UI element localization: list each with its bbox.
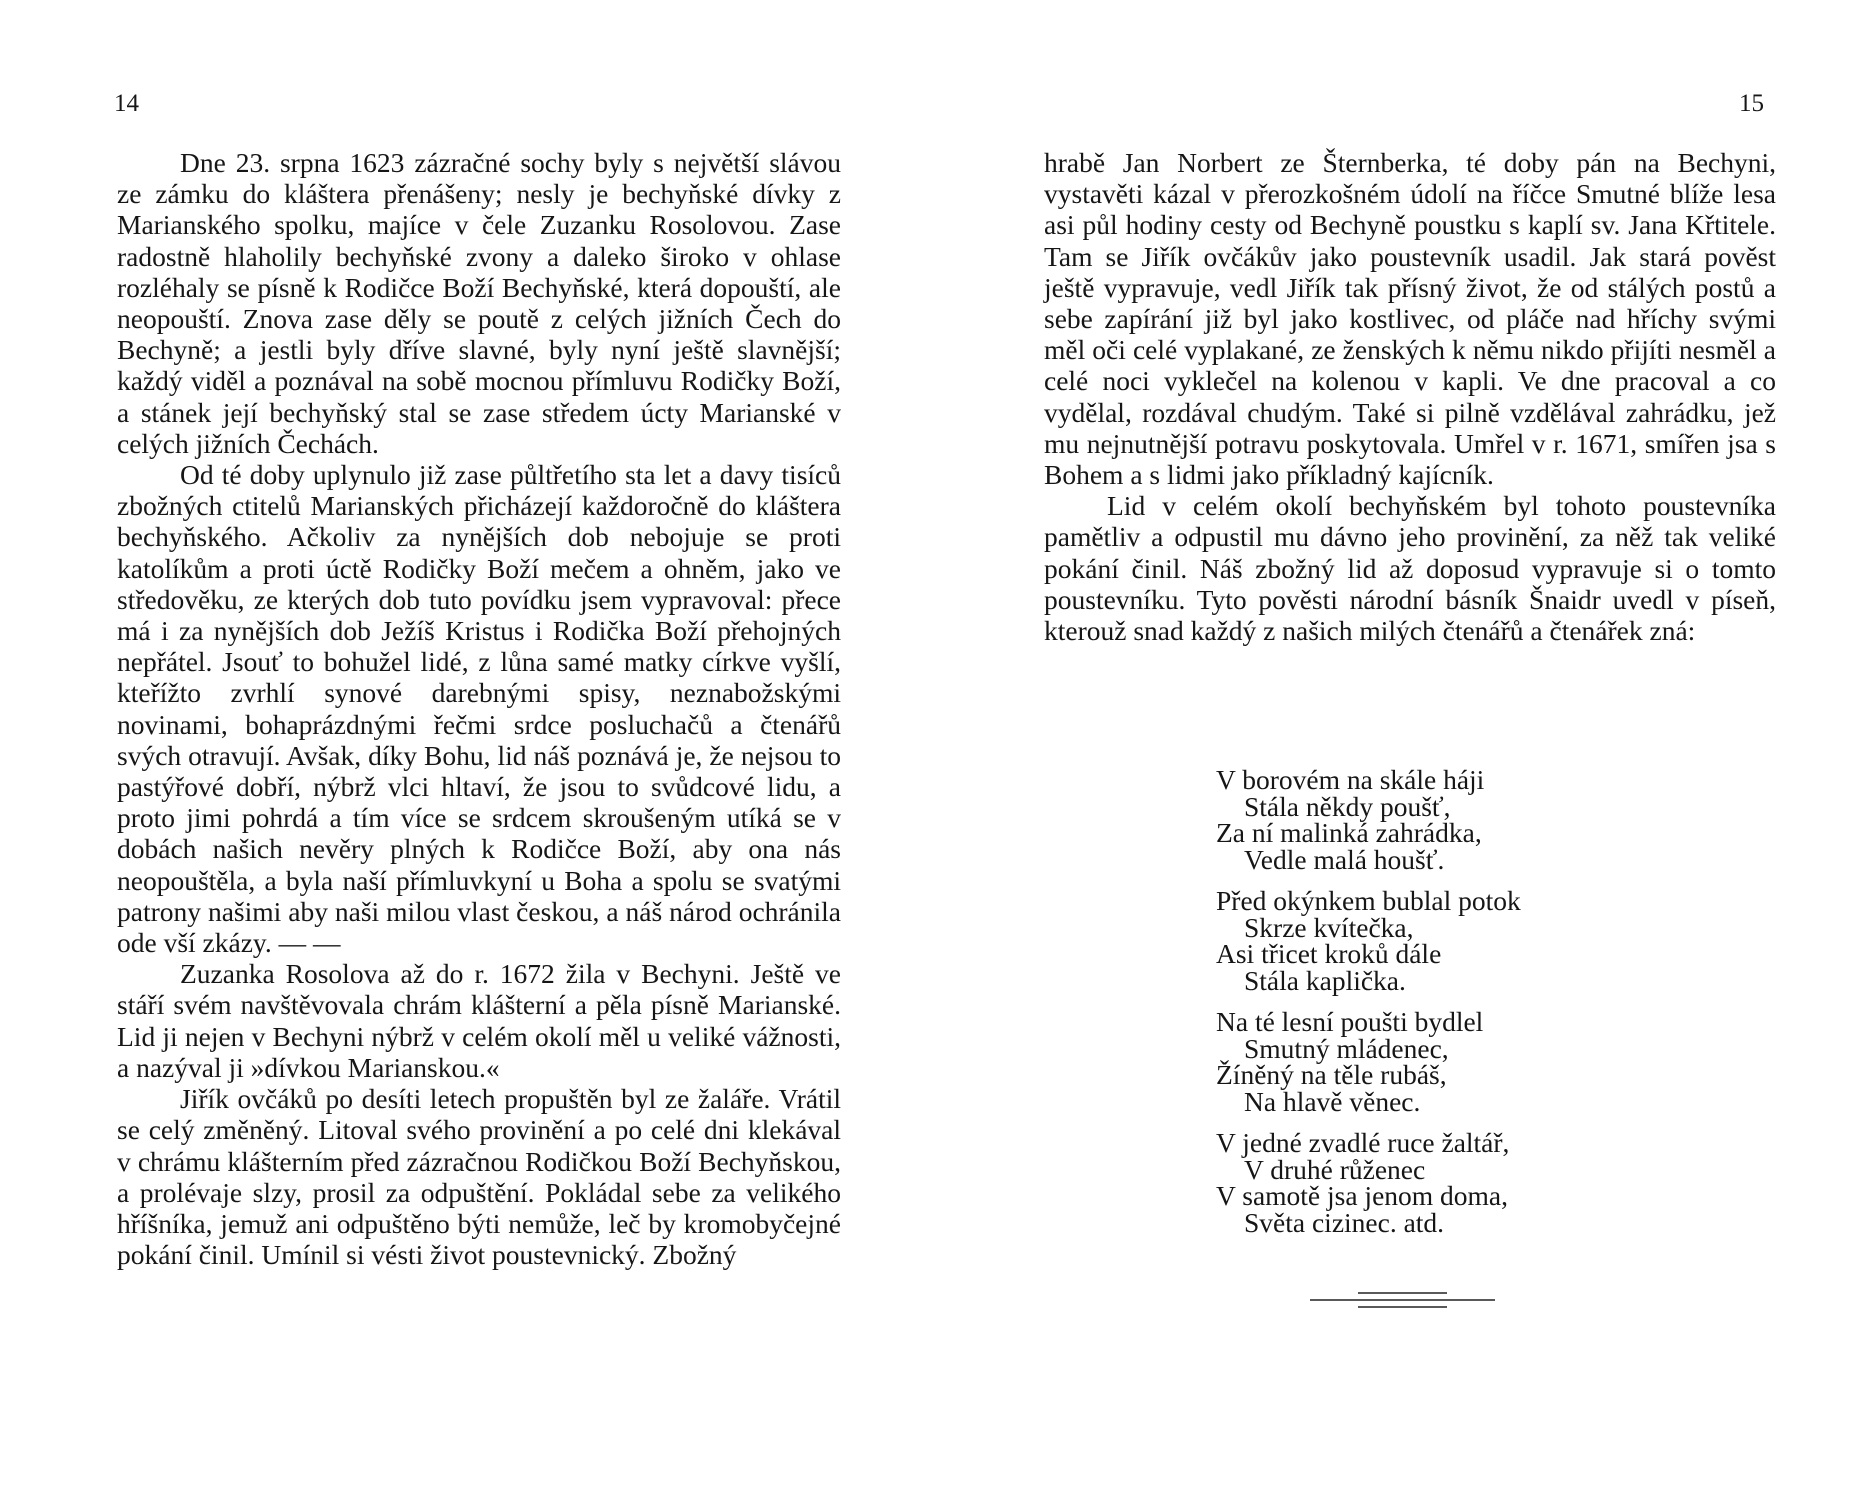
poem-line: Světa cizinec. atd.	[1244, 1206, 1445, 1238]
page-number-right: 15	[1739, 90, 1764, 117]
poem-line: Vedle malá houšť.	[1244, 843, 1445, 875]
left-page-text	[117, 147, 841, 1270]
poem-line: V samotě jsa jenom doma,	[1216, 1180, 1509, 1211]
paragraph: Dne 23. srpna 1623 zázračné sochy byly s největší slávou ze zámku do kláštera přenášeny; nesly je bechyňské dívky z Marianského spolku, majíce v čele Zuzanku Rosolovou. Zase radostně hlaholily bechyňské zvony a daleko široko v ohlase rozléhaly se písně k Rodičce Boží Bechyňské, která dopouští, ale neopouští. Znova zase děly se poutě z celých jižních Čech do Bechyně; a jestli byly dříve slavné, byly nyní ještě slavnější; každý viděl a poznával na sobě mocnou přímluvu Rodičky Boží, a stánek její bechyňský stal se zase středem úcty Marianské v celých jižních Čechách.	[117, 147, 841, 459]
poem-line: Skrze kvítečka,	[1244, 911, 1414, 943]
poem-line: Smutný mládenec,	[1244, 1032, 1449, 1064]
poem-line: Stála někdy poušť,	[1244, 790, 1451, 822]
paragraph: Jiřík ovčáků po desíti letech propuštěn byl ze žaláře. Vrátil se celý změněný. Litoval svého provinění a po celé dni klekával v chrámu klášterním před zázračnou Rodičkou Boží Bechyňskou, a prolévaje slzy, prosil za odpuštění. Pokládal sebe za velikého hříšníka, jemuž ani odpuštěno býti nemůže, leč by kromobyčejné pokání činil. Umínil si vésti život poustevnický. Zbožný	[117, 1083, 841, 1271]
page-number-left: 14	[114, 90, 139, 117]
poem-line: Na té lesní poušti bydlel	[1216, 1006, 1484, 1037]
poem-line: V druhé růženec	[1244, 1153, 1426, 1185]
paragraph: Zuzanka Rosolova až do r. 1672 žila v Bechyni. Ještě ve stáří svém navštěvovala chrám klášterní a pěla písně Marianské. Lid ji nejen v Bechyni nýbrž v celém okolí měl u veliké vážnosti, a nazýval ji »dívkou Marianskou.«	[117, 958, 841, 1083]
end-ornament-rule	[1310, 1288, 1495, 1312]
poem	[1216, 764, 1521, 1251]
poem-stanza	[1216, 1006, 1521, 1117]
paragraph: Lid v celém okolí bechyňském byl tohoto poustevníka pamětliv a odpustil mu dávno jeho provinění, za něž tak veliké pokání činil. Náš zbožný lid až doposud vypravuje si o tomto poustevníku. Tyto pověsti národní básník Šnaidr uvedl v píseň, kterouž snad každý z našich milých čtenářů a čtenářek zná:	[1044, 490, 1776, 647]
poem-stanza	[1216, 764, 1521, 875]
poem-stanza	[1216, 885, 1521, 996]
paragraph: Od té doby uplynulo již zase půltřetího sta let a davy tisíců zbožných ctitelů Marianských přicházejí každoročně do kláštera bechyňského. Ačkoliv za nynějších dob nebojuje se proti katolíkům a proti úctě Rodičky Boží mečem a ohněm, jako ve středověku, ze kterých dob tuto povídku jsem vypravoval: přece má i za nynějších dob Ježíš Kristus i Rodička Boží přehojných nepřátel. Jsouť to bohužel lidé, z lůna samé matky církve vyšlí, kteřížto zvrhlí synové darebnými spisy, neznabožskými novinami, bohaprázdnými řečmi srdce posluchačů a čtenářů svých otravují. Avšak, díky Bohu, lid náš poznává je, že nejsou to pastýřové dobří, nýbrž vlci hltaví, že jsou to svůdcové lidu, a proto jimi pohrdá a tím více se srdcem skroušeným utíká se v dobách našich nevěry plných k Rodičce Boží, aby ona nás neopouštěla, a byla naší přímluvkyní u Boha a spolu se svatými patrony našimi aby naši milou vlast českou, a náš národ ochránila ode vší zkázy. — —	[117, 459, 841, 959]
poem-line: V jedné zvadlé ruce žaltář,	[1216, 1127, 1510, 1158]
poem-line: Asi třicet kroků dále	[1216, 938, 1442, 969]
paragraph: hrabě Jan Norbert ze Šternberka, té doby pán na Bechyni, vystavěti kázal v přerozkošném údolí na říčce Smutné blíže lesa asi půl hodiny cesty od Bechyně poustku s kaplí sv. Jana Křtitele. Tam se Jiřík ovčákův jako poustevník usadil. Jak stará pověst ještě vypravuje, vedl Jiřík tak přísný život, že od stálých postů a sebe zapírání již byl jako kostlivec, od pláče nad hříchy svými měl oči celé vyplakané, ze ženských k němu nikdo přijíti nesměl a celé noci vyklečel na kolenou v kapli. Ve dne pracoval a co vydělal, rozdával chudým. Také si pilně vzdělával zahrádku, jež mu nejnutnější potravu poskytovala. Umřel v r. 1671, smířen jsa s Bohem a s lidmi jako příkladný kajícník.	[1044, 147, 1776, 491]
poem-line: Stála kaplička.	[1244, 964, 1406, 996]
poem-line: Na hlavě věnec.	[1244, 1085, 1421, 1117]
poem-line: Před okýnkem bublal potok	[1216, 885, 1521, 916]
right-page-text	[1044, 147, 1776, 646]
poem-line: Za ní malinká zahrádka,	[1216, 817, 1482, 848]
poem-line: Žíněný na těle rubáš,	[1216, 1059, 1447, 1090]
poem-stanza	[1216, 1127, 1521, 1238]
poem-line: V borovém na skále háji	[1216, 764, 1485, 795]
